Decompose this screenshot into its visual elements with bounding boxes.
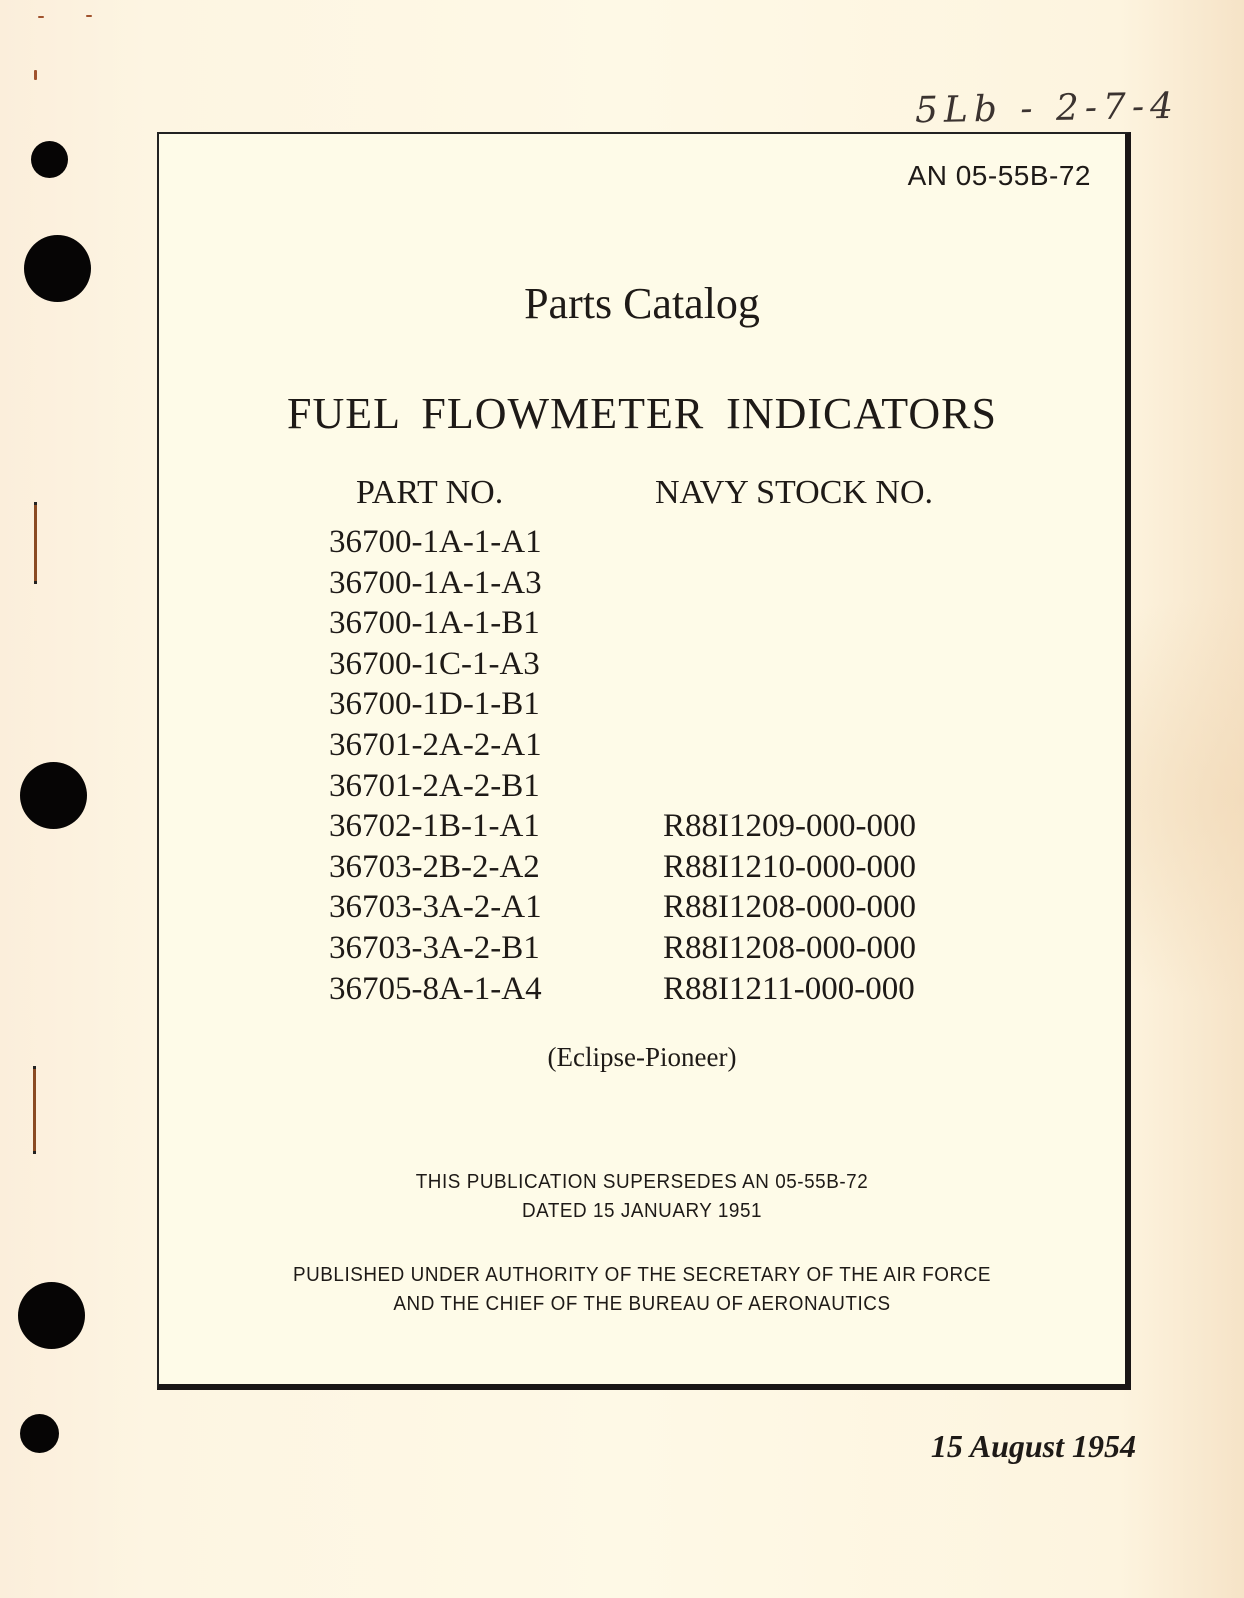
binder-hole-1 xyxy=(31,141,68,178)
part-number: 36705-8A-1-A4 xyxy=(329,970,542,1007)
document-frame xyxy=(157,132,1131,1390)
document-title: FUEL FLOWMETER INDICATORS xyxy=(287,389,997,438)
part-number: 36701-2A-2-B1 xyxy=(329,767,540,804)
navy-stock-number: R88I1211-000-000 xyxy=(663,970,915,1007)
navy-stock-number: R88I1209-000-000 xyxy=(663,808,916,845)
authority-line-2: AND THE CHIEF OF THE BUREAU OF AERONAUTICS xyxy=(393,1292,891,1315)
column-header-part-no: PART NO. xyxy=(356,474,504,511)
navy-stock-number: R88I1208-000-000 xyxy=(663,889,916,926)
staple-mark-2 xyxy=(33,1066,36,1154)
rust-speck xyxy=(38,16,44,18)
publication-date: 15 August 1954 xyxy=(930,1428,1136,1464)
handwritten-note: 5Lb - 2-7-4 xyxy=(914,85,1180,132)
binder-hole-4 xyxy=(18,1282,85,1349)
part-number: 36700-1D-1-B1 xyxy=(329,686,540,723)
part-number: 36701-2A-2-A1 xyxy=(329,726,542,763)
authority-line-1: PUBLISHED UNDER AUTHORITY OF THE SECRETARY OF THE AIR FORCE xyxy=(292,1263,992,1286)
part-number: 36700-1A-1-A1 xyxy=(329,524,542,560)
part-number: 36700-1A-1-B1 xyxy=(329,605,540,642)
part-number: 36703-2B-2-A2 xyxy=(329,848,540,885)
manufacturer-name: (Eclipse-Pioneer) xyxy=(547,1042,737,1072)
supersedes-notice xyxy=(198,1167,1087,1225)
staple-mark-1 xyxy=(34,502,37,584)
authority-notice xyxy=(198,1260,1087,1318)
part-number: 36702-1B-1-A1 xyxy=(329,808,540,845)
rust-speck xyxy=(86,15,92,17)
part-number: 36703-3A-2-B1 xyxy=(329,929,540,966)
binder-hole-2 xyxy=(24,235,91,302)
binder-hole-5 xyxy=(20,1414,59,1453)
navy-stock-number: R88I1208-000-000 xyxy=(663,929,916,966)
column-header-navy-stock-no: NAVY STOCK NO. xyxy=(655,474,934,511)
supersedes-line-1: THIS PUBLICATION SUPERSEDES AN 05-55B-72 xyxy=(415,1170,869,1193)
catalog-title: Parts Catalog xyxy=(524,279,760,328)
navy-stock-number: R88I1210-000-000 xyxy=(663,848,916,885)
part-number: 36703-3A-2-A1 xyxy=(329,889,542,926)
supersedes-line-2: DATED 15 JANUARY 1951 xyxy=(521,1199,763,1222)
document-number: AN 05-55B-72 xyxy=(907,160,1091,191)
rust-speck xyxy=(34,70,37,80)
part-number: 36700-1A-1-A3 xyxy=(329,564,542,601)
part-number: 36700-1C-1-A3 xyxy=(329,645,540,682)
binder-hole-3 xyxy=(20,762,87,829)
